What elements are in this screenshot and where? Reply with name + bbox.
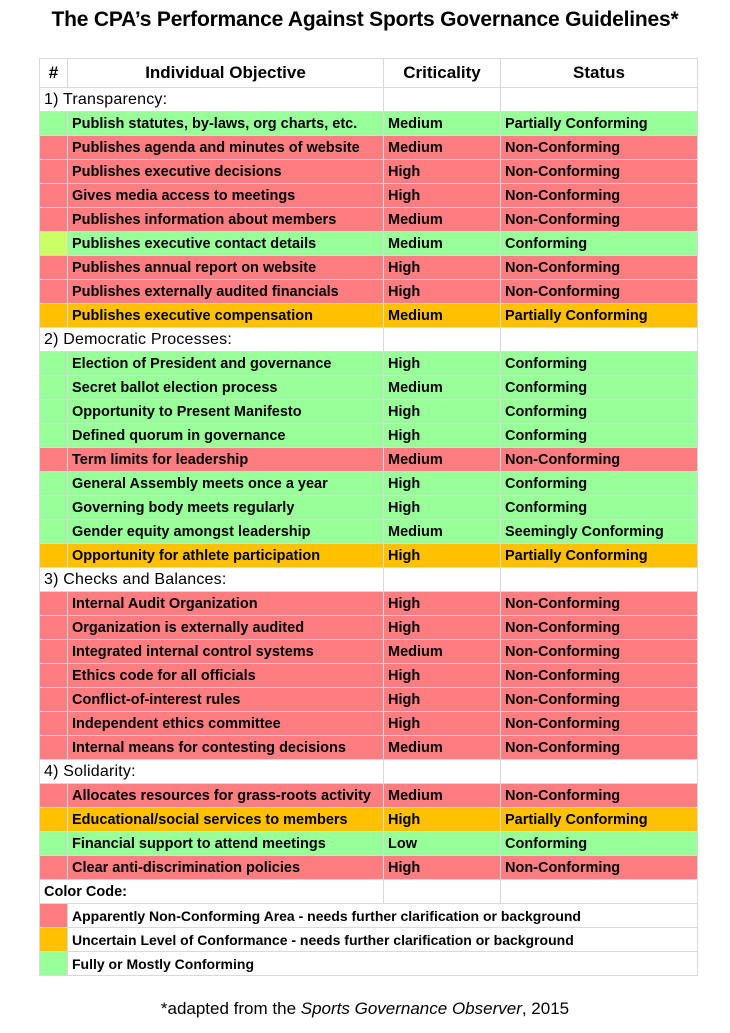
row-num-cell bbox=[40, 640, 68, 664]
row-objective: Financial support to attend meetings bbox=[68, 832, 384, 856]
legend-row bbox=[40, 904, 698, 928]
row-objective: Publishes annual report on website bbox=[68, 256, 384, 280]
row-status: Partially Conforming bbox=[501, 808, 698, 832]
table-row bbox=[40, 304, 698, 328]
row-criticality: High bbox=[384, 472, 501, 496]
row-criticality: Medium bbox=[384, 448, 501, 472]
row-criticality: Medium bbox=[384, 640, 501, 664]
row-status: Partially Conforming bbox=[501, 304, 698, 328]
row-criticality: Medium bbox=[384, 232, 501, 256]
row-objective: Defined quorum in governance bbox=[68, 424, 384, 448]
section-label: 3) Checks and Balances: bbox=[40, 568, 384, 592]
row-status: Non-Conforming bbox=[501, 712, 698, 736]
row-objective: Publishes externally audited financials bbox=[68, 280, 384, 304]
row-criticality: High bbox=[384, 688, 501, 712]
row-criticality: High bbox=[384, 160, 501, 184]
row-objective: Educational/social services to members bbox=[68, 808, 384, 832]
row-objective: Publishes executive contact details bbox=[68, 232, 384, 256]
row-num-cell bbox=[40, 352, 68, 376]
header-row bbox=[40, 59, 698, 88]
table-row bbox=[40, 136, 698, 160]
row-objective: Governing body meets regularly bbox=[68, 496, 384, 520]
row-num-cell bbox=[40, 472, 68, 496]
row-status: Non-Conforming bbox=[501, 736, 698, 760]
row-num-cell bbox=[40, 736, 68, 760]
row-status: Non-Conforming bbox=[501, 856, 698, 880]
row-criticality: High bbox=[384, 496, 501, 520]
row-objective: Organization is externally audited bbox=[68, 616, 384, 640]
row-num-cell bbox=[40, 448, 68, 472]
footnote-prefix: *adapted from the bbox=[160, 999, 301, 1018]
row-num-cell bbox=[40, 712, 68, 736]
legend-text: Fully or Mostly Conforming bbox=[68, 952, 698, 976]
row-objective: Clear anti-discrimination policies bbox=[68, 856, 384, 880]
row-criticality: High bbox=[384, 352, 501, 376]
table-row bbox=[40, 832, 698, 856]
row-num-cell bbox=[40, 592, 68, 616]
row-num-cell bbox=[40, 160, 68, 184]
row-objective: Opportunity for athlete participation bbox=[68, 544, 384, 568]
row-objective: Ethics code for all officials bbox=[68, 664, 384, 688]
color-code-row bbox=[40, 880, 698, 904]
row-criticality: Medium bbox=[384, 112, 501, 136]
row-status: Non-Conforming bbox=[501, 256, 698, 280]
row-criticality: High bbox=[384, 256, 501, 280]
row-num-cell bbox=[40, 496, 68, 520]
table-row bbox=[40, 808, 698, 832]
row-criticality: High bbox=[384, 712, 501, 736]
table-row bbox=[40, 520, 698, 544]
row-objective: General Assembly meets once a year bbox=[68, 472, 384, 496]
footnote bbox=[0, 999, 730, 1019]
section-empty-cell bbox=[501, 760, 698, 784]
table-row bbox=[40, 448, 698, 472]
legend-swatch bbox=[40, 904, 68, 928]
table-row bbox=[40, 376, 698, 400]
header-objective: Individual Objective bbox=[68, 59, 384, 88]
row-criticality: Medium bbox=[384, 736, 501, 760]
header-criticality: Criticality bbox=[384, 59, 501, 88]
row-num-cell bbox=[40, 256, 68, 280]
row-criticality: Medium bbox=[384, 784, 501, 808]
table-row bbox=[40, 784, 698, 808]
section-label: 4) Solidarity: bbox=[40, 760, 384, 784]
table-row bbox=[40, 208, 698, 232]
table-row bbox=[40, 856, 698, 880]
row-status: Partially Conforming bbox=[501, 112, 698, 136]
row-num-cell bbox=[40, 232, 68, 256]
section-row bbox=[40, 88, 698, 112]
table-row bbox=[40, 736, 698, 760]
row-objective: Integrated internal control systems bbox=[68, 640, 384, 664]
section-empty-cell bbox=[384, 88, 501, 112]
footnote-source: Sports Governance Observer bbox=[300, 999, 522, 1018]
row-status: Non-Conforming bbox=[501, 616, 698, 640]
legend-text: Apparently Non-Conforming Area - needs further clarification or background bbox=[68, 904, 698, 928]
table-row bbox=[40, 280, 698, 304]
row-status: Non-Conforming bbox=[501, 784, 698, 808]
row-objective: Publishes information about members bbox=[68, 208, 384, 232]
row-num-cell bbox=[40, 856, 68, 880]
section-label: 2) Democratic Processes: bbox=[40, 328, 384, 352]
row-num-cell bbox=[40, 208, 68, 232]
section-label: 1) Transparency: bbox=[40, 88, 384, 112]
table-row bbox=[40, 232, 698, 256]
table-row bbox=[40, 472, 698, 496]
footnote-suffix: , 2015 bbox=[521, 999, 570, 1018]
row-status: Non-Conforming bbox=[501, 208, 698, 232]
row-status: Conforming bbox=[501, 400, 698, 424]
row-criticality: Low bbox=[384, 832, 501, 856]
row-status: Non-Conforming bbox=[501, 640, 698, 664]
row-objective: Allocates resources for grass-roots activity bbox=[68, 784, 384, 808]
row-objective: Internal means for contesting decisions bbox=[68, 736, 384, 760]
row-num-cell bbox=[40, 616, 68, 640]
row-status: Conforming bbox=[501, 424, 698, 448]
row-status: Conforming bbox=[501, 352, 698, 376]
table-row bbox=[40, 616, 698, 640]
row-criticality: Medium bbox=[384, 208, 501, 232]
row-objective: Gender equity amongst leadership bbox=[68, 520, 384, 544]
row-criticality: High bbox=[384, 616, 501, 640]
row-objective: Secret ballot election process bbox=[68, 376, 384, 400]
table-row bbox=[40, 400, 698, 424]
row-criticality: High bbox=[384, 184, 501, 208]
section-row bbox=[40, 568, 698, 592]
row-objective: Gives media access to meetings bbox=[68, 184, 384, 208]
row-status: Conforming bbox=[501, 376, 698, 400]
row-status: Non-Conforming bbox=[501, 664, 698, 688]
row-criticality: Medium bbox=[384, 520, 501, 544]
row-criticality: High bbox=[384, 664, 501, 688]
row-status: Seemingly Conforming bbox=[501, 520, 698, 544]
row-status: Conforming bbox=[501, 232, 698, 256]
row-status: Partially Conforming bbox=[501, 544, 698, 568]
section-row bbox=[40, 328, 698, 352]
row-status: Conforming bbox=[501, 496, 698, 520]
row-criticality: Medium bbox=[384, 376, 501, 400]
row-criticality: Medium bbox=[384, 136, 501, 160]
governance-table bbox=[39, 58, 698, 976]
table-row bbox=[40, 712, 698, 736]
row-objective: Term limits for leadership bbox=[68, 448, 384, 472]
table-row bbox=[40, 160, 698, 184]
table-row bbox=[40, 352, 698, 376]
row-criticality: Medium bbox=[384, 304, 501, 328]
row-num-cell bbox=[40, 304, 68, 328]
row-status: Non-Conforming bbox=[501, 592, 698, 616]
legend-swatch bbox=[40, 928, 68, 952]
table-row bbox=[40, 184, 698, 208]
row-objective: Publishes executive compensation bbox=[68, 304, 384, 328]
row-num-cell bbox=[40, 520, 68, 544]
legend-row bbox=[40, 928, 698, 952]
row-status: Conforming bbox=[501, 472, 698, 496]
table-row bbox=[40, 688, 698, 712]
row-num-cell bbox=[40, 832, 68, 856]
row-criticality: High bbox=[384, 808, 501, 832]
row-criticality: High bbox=[384, 424, 501, 448]
row-num-cell bbox=[40, 184, 68, 208]
row-num-cell bbox=[40, 544, 68, 568]
header-status: Status bbox=[501, 59, 698, 88]
row-objective: Election of President and governance bbox=[68, 352, 384, 376]
color-code-empty-cell bbox=[384, 880, 501, 904]
row-num-cell bbox=[40, 664, 68, 688]
row-objective: Opportunity to Present Manifesto bbox=[68, 400, 384, 424]
row-objective: Publishes executive decisions bbox=[68, 160, 384, 184]
row-num-cell bbox=[40, 136, 68, 160]
table-row bbox=[40, 664, 698, 688]
row-num-cell bbox=[40, 376, 68, 400]
governance-table-body bbox=[40, 59, 698, 976]
legend-row bbox=[40, 952, 698, 976]
row-num-cell bbox=[40, 112, 68, 136]
row-objective: Independent ethics committee bbox=[68, 712, 384, 736]
row-objective: Internal Audit Organization bbox=[68, 592, 384, 616]
row-status: Non-Conforming bbox=[501, 184, 698, 208]
row-num-cell bbox=[40, 280, 68, 304]
row-num-cell bbox=[40, 808, 68, 832]
row-status: Non-Conforming bbox=[501, 280, 698, 304]
row-criticality: High bbox=[384, 856, 501, 880]
row-status: Non-Conforming bbox=[501, 688, 698, 712]
row-num-cell bbox=[40, 688, 68, 712]
table-row bbox=[40, 424, 698, 448]
row-status: Non-Conforming bbox=[501, 136, 698, 160]
row-num-cell bbox=[40, 784, 68, 808]
table-row bbox=[40, 256, 698, 280]
table-row bbox=[40, 544, 698, 568]
color-code-label: Color Code: bbox=[40, 880, 384, 904]
row-objective: Publishes agenda and minutes of website bbox=[68, 136, 384, 160]
section-empty-cell bbox=[384, 568, 501, 592]
row-num-cell bbox=[40, 424, 68, 448]
section-empty-cell bbox=[501, 88, 698, 112]
row-objective: Publish statutes, by-laws, org charts, etc. bbox=[68, 112, 384, 136]
page-title: The CPA’s Performance Against Sports Governance Guidelines* bbox=[51, 8, 679, 31]
color-code-empty-cell bbox=[501, 880, 698, 904]
row-criticality: High bbox=[384, 280, 501, 304]
row-status: Non-Conforming bbox=[501, 160, 698, 184]
section-row bbox=[40, 760, 698, 784]
row-num-cell bbox=[40, 400, 68, 424]
row-status: Conforming bbox=[501, 832, 698, 856]
row-criticality: High bbox=[384, 544, 501, 568]
table-row bbox=[40, 640, 698, 664]
table-row bbox=[40, 496, 698, 520]
section-empty-cell bbox=[384, 760, 501, 784]
row-status: Non-Conforming bbox=[501, 448, 698, 472]
row-criticality: High bbox=[384, 592, 501, 616]
header-num: # bbox=[40, 59, 68, 88]
section-empty-cell bbox=[501, 328, 698, 352]
legend-swatch bbox=[40, 952, 68, 976]
section-empty-cell bbox=[384, 328, 501, 352]
table-row bbox=[40, 112, 698, 136]
section-empty-cell bbox=[501, 568, 698, 592]
row-objective: Conflict-of-interest rules bbox=[68, 688, 384, 712]
table-row bbox=[40, 592, 698, 616]
row-criticality: High bbox=[384, 400, 501, 424]
legend-text: Uncertain Level of Conformance - needs further clarification or background bbox=[68, 928, 698, 952]
